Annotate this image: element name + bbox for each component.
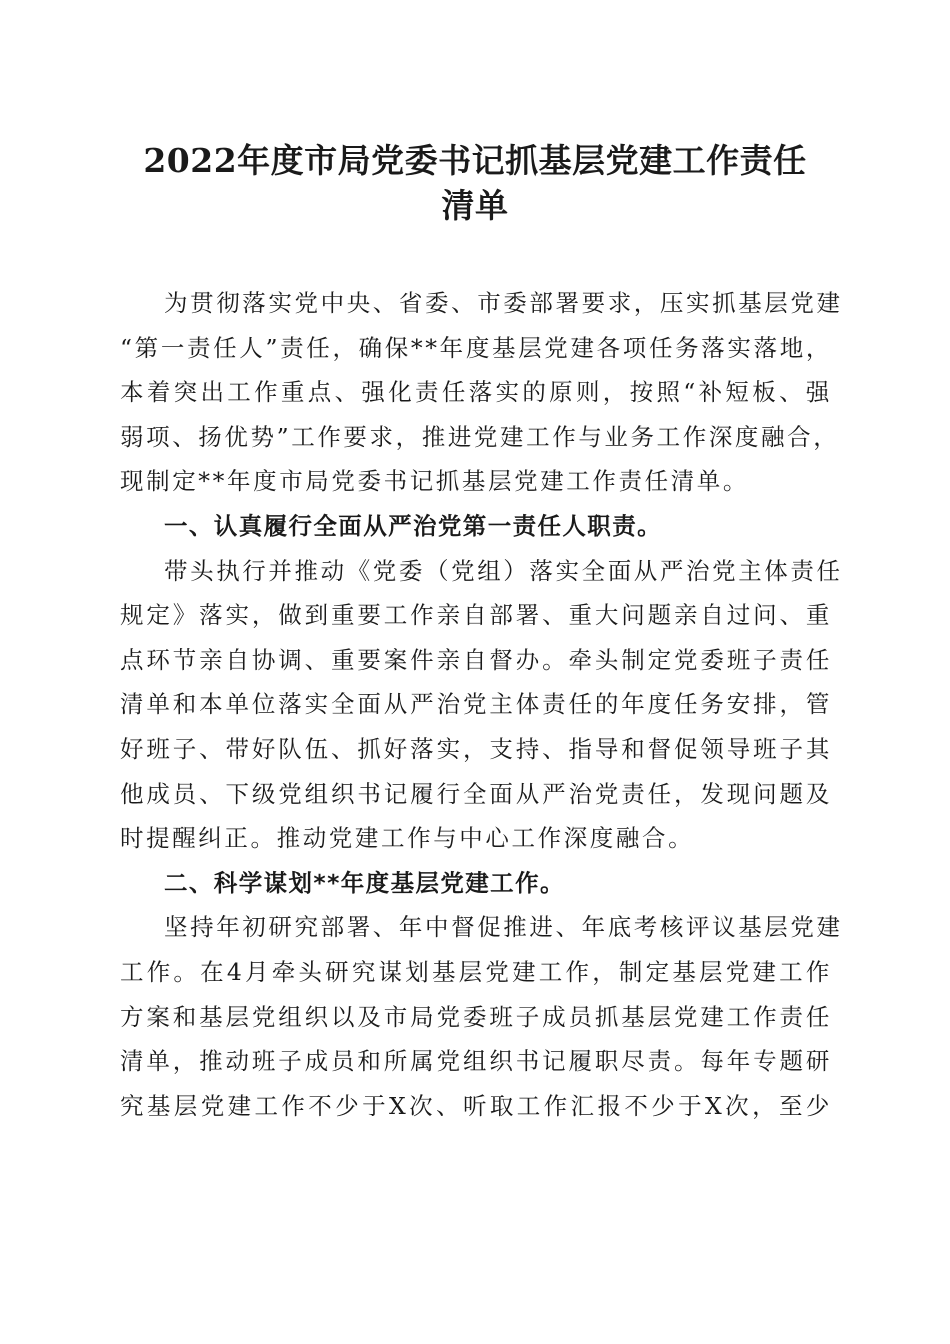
paragraph-line: 好班子、带好队伍、抓好落实，支持、指导和督促领导班子其 bbox=[120, 734, 832, 763]
section-1-paragraph bbox=[120, 549, 843, 861]
paragraph-line: 方案和基层党组织以及市局党委班子成员抓基层党建工作责任 bbox=[120, 1002, 832, 1031]
paragraph-line: 本着突出工作重点、强化责任落实的原则，按照“补短板、强 bbox=[120, 378, 832, 407]
paragraph-line: 清单和本单位落实全面从严治党主体责任的年度任务安排，管 bbox=[120, 690, 832, 719]
intro-paragraph bbox=[120, 281, 843, 504]
section-heading-2: 二、科学谋划**年度基层党建工作。 bbox=[164, 868, 565, 897]
title-line-2: 清单 bbox=[441, 186, 509, 225]
paragraph-line: 工作。在4月牵头研究谋划基层党建工作，制定基层党建工作 bbox=[120, 957, 832, 986]
document-body bbox=[120, 281, 843, 1128]
paragraph-line: 规定》落实，做到重要工作亲自部署、重大问题亲自过问、重 bbox=[120, 601, 832, 630]
paragraph-line: 坚持年初研究部署、年中督促推进、年底考核评议基层党建 bbox=[164, 913, 843, 942]
section-2-paragraph bbox=[120, 905, 843, 1128]
paragraph-line: 究基层党建工作不少于X次、听取工作汇报不少于X次，至少 bbox=[120, 1091, 832, 1120]
paragraph-line: 现制定**年度市局党委书记抓基层党建工作责任清单。 bbox=[120, 467, 749, 496]
paragraph-line: “第一责任人”责任，确保**年度基层党建各项任务落实落地， bbox=[120, 333, 832, 362]
paragraph-line: 弱项、扬优势”工作要求，推进党建工作与业务工作深度融合， bbox=[120, 422, 840, 451]
paragraph-line: 时提醒纠正。推动党建工作与中心工作深度融合。 bbox=[120, 824, 695, 853]
title-line-1: 2022年度市局党委书记抓基层党建工作责任 bbox=[143, 141, 807, 180]
paragraph-line: 带头执行并推动《党委（党组）落实全面从严治党主体责任 bbox=[164, 556, 843, 585]
paragraph-line: 为贯彻落实党中央、省委、市委部署要求，压实抓基层党建 bbox=[164, 289, 843, 317]
paragraph-line: 清单，推动班子成员和所属党组织书记履职尽责。每年专题研 bbox=[120, 1047, 832, 1076]
paragraph-line: 点环节亲自协调、重要案件亲自督办。牵头制定党委班子责任 bbox=[120, 645, 832, 674]
paragraph-line: 他成员、下级党组织书记履行全面从严治党责任，发现问题及 bbox=[120, 779, 832, 808]
section-heading-1: 一、认真履行全面从严治党第一责任人职责。 bbox=[164, 511, 662, 540]
document-title bbox=[110, 138, 840, 228]
